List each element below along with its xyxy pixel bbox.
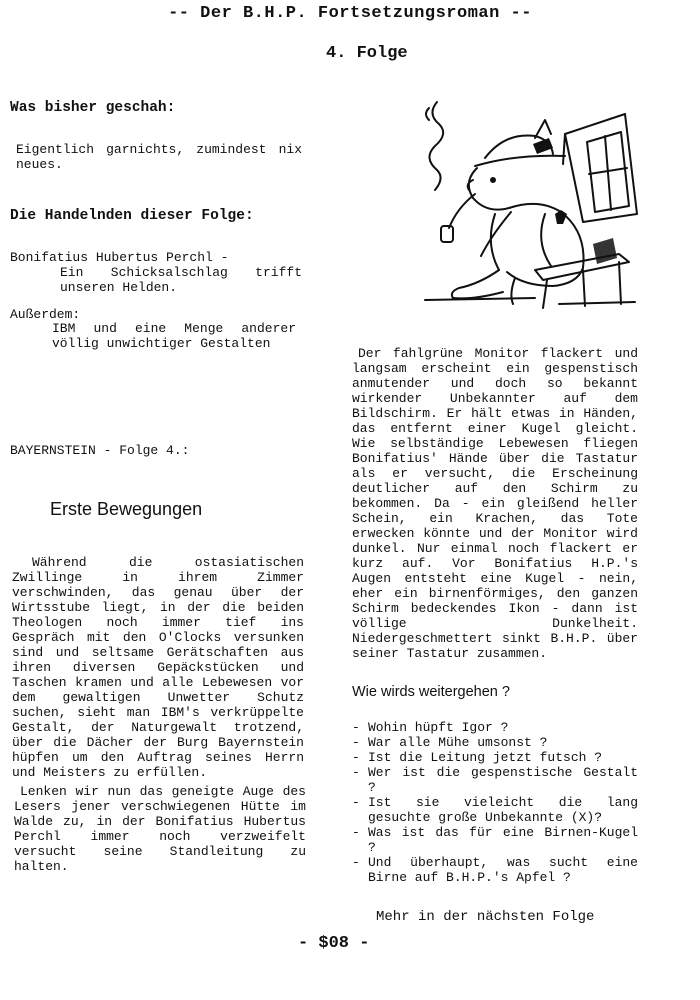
list-item: - War alle Mühe umsonst ? [352,735,638,750]
story-continuation: Der fahlgrüne Monitor flackert und langsam erscheint ein gespenstisch anmutender und doch so bekannt wirkender Unbekannter auf dem Bildschirm. Er hält etwas in Händen, das entfernt einer Kugel gleicht. Wie selbständige Lebewesen fliegen Bonifatius' Hände über die Tastatur als er versucht, die Erscheinung deutlicher auf den Schirm zu bekommen. Da - ein gleißend heller Schein, ein Krachen, das Tote erwecken könnte und der Monitor wird dunkel. Nur einmal noch flackert er kurz auf. Vor Bonifatius H.P.'s Augen entsteht eine Kugel - nein, eher ein birnenförmiges, den ganzen Schirm bedeckendes Ikon - dann ist völlige Dunkelheit. Niedergeschmettert sinkt B.H.P. über seiner Tastatur zusammen. [352,346,638,661]
cast-main-name: Bonifatius Hubertus Perchl - [10,250,229,265]
list-item: - Ist die Leitung jetzt futsch ? [352,750,638,765]
list-item: - Wohin hüpft Igor ? [352,720,638,735]
serial-title: -- Der B.H.P. Fortsetzungsroman -- [168,4,532,23]
next-episode-heading: Wie wirds weitergehen ? [352,684,510,700]
question-list [352,720,638,885]
cast-main-desc: Ein Schicksalschlag trifft unseren Helden. [60,265,302,295]
episode-label: 4. Folge [326,44,408,63]
chapter-label: BAYERNSTEIN - Folge 4.: [10,443,190,458]
list-item: - Was ist das für eine Birnen-Kugel ? [352,825,638,855]
chapter-paragraph-2: Lenken wir nun das geneigte Auge des Lesers jener verschwiegenen Hütte im Walde zu, in der Bonifatius Hubertus Perchl immer noch verzweifelt versucht seine Standleitung zu halten. [14,784,306,874]
list-item: - Und überhaupt, was sucht eine Birne auf B.H.P.'s Apfel ? [352,855,638,885]
recap-heading: Was bisher geschah: [10,100,176,116]
cast-also-desc: IBM und eine Menge anderer völlig unwichtiger Gestalten [52,321,296,351]
cast-heading: Die Handelnden dieser Folge: [10,208,254,224]
cartoon-illustration [415,94,640,309]
list-item: - Ist sie vieleicht die lang gesuchte große Unbekannte (X)? [352,795,638,825]
continued-note: Mehr in der nächsten Folge [376,909,595,925]
cast-also-label: Außerdem: [10,307,81,322]
chapter-title: Erste Bewegungen [50,499,203,519]
chapter-paragraph-1: Während die ostasiatischen Zwillinge in ihrem Zimmer verschwinden, das genau über der Wirtsstube liegt, in der die beiden Theologen noch immer tief ins Gespräch mit den O'Clocks versunken sind und seltsame Gerätschaften aus ihren diversen Gepäckstücken und Taschen kramen und alle Lebewesen vor dem gewaltigen Unwetter Schutz suchen, sieht man IBM's verkrüppelte Gestalt, der Naturgewalt trotzend, über die Dächer der Burg Bayernstein hüpfen um den Auftrag seines Herrn und Meisters zu erfüllen. [12,555,304,780]
recap-text: Eigentlich garnichts, zumindest nix neues. [16,142,302,172]
list-item: - Wer ist die gespenstische Gestalt ? [352,765,638,795]
page-number: - $08 - [298,934,370,953]
